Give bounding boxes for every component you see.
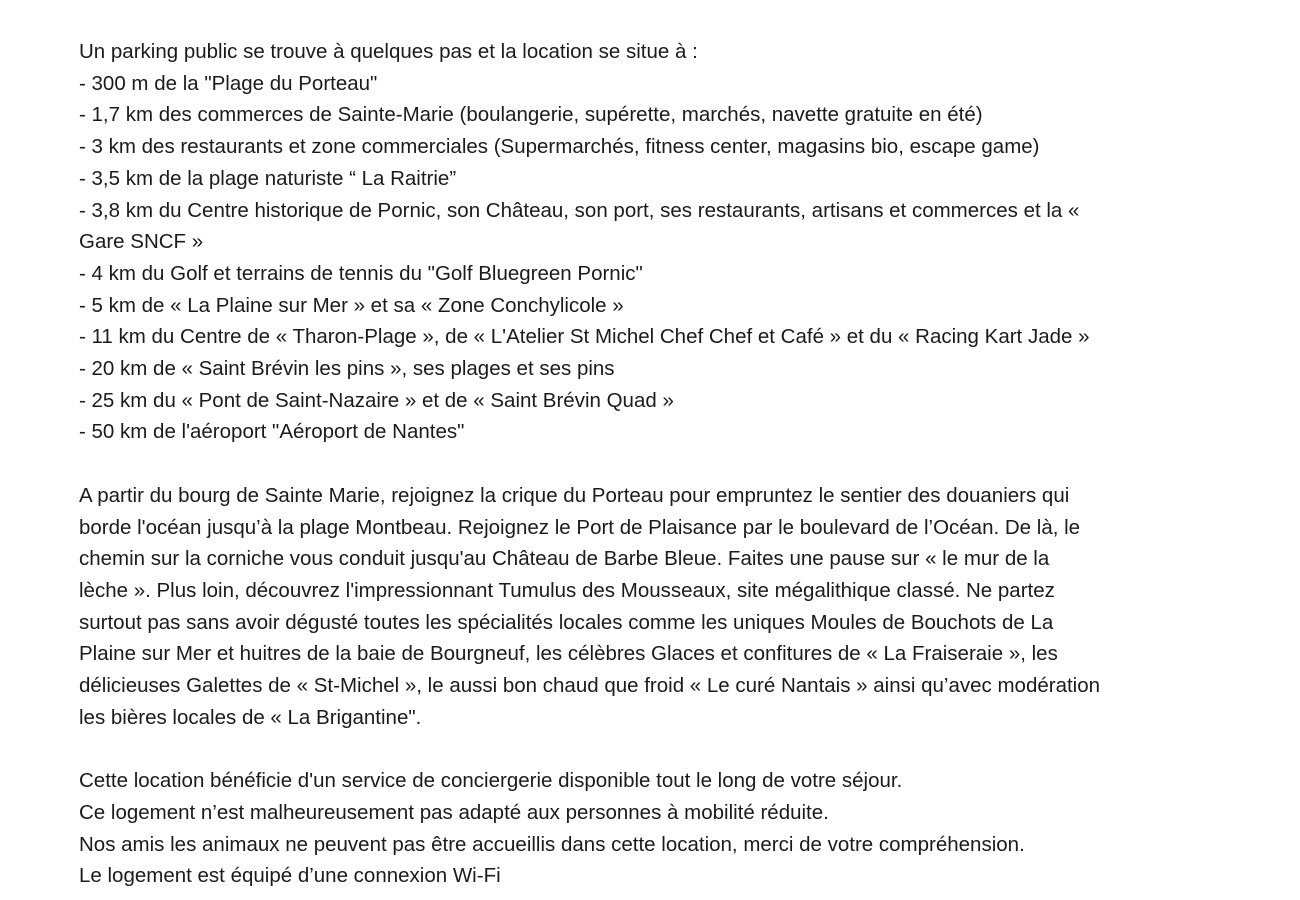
intro-line: Un parking public se trouve à quelques pas et la location se situe à : — [79, 40, 698, 63]
pets-info-line: Nos amis les animaux ne peuvent pas être accueillis dans cette location, merci de votre compréhension. — [79, 832, 1025, 856]
concierge-info-line: Cette location bénéficie d'un service de conciergerie disponible tout le long de votre séjour. — [79, 769, 903, 793]
wifi-info-line: Le logement est équipé d’une connexion Wi-Fi — [79, 864, 501, 888]
distance-item: - 50 km de l'aéroport "Aéroport de Nantes" — [79, 420, 465, 444]
paragraph-line: Plaine sur Mer et huitres de la baie de Bourgneuf, les célèbres Glaces et confitures de « La Fraiseraie », les — [79, 642, 1058, 666]
distance-item: - 3 km des restaurants et zone commerciales (Supermarchés, fitness center, magasins bio, escape game) — [79, 135, 1040, 159]
paragraph-line: délicieuses Galettes de « St-Michel », le aussi bon chaud que froid « Le curé Nantais » ainsi qu’avec modération — [79, 674, 1101, 698]
accessibility-info-line: Ce logement n’est malheureusement pas adapté aux personnes à mobilité réduite. — [79, 800, 829, 824]
paragraph-line: A partir du bourg de Sainte Marie, rejoignez la crique du Porteau pour empruntez le sentier des douaniers qui — [79, 483, 1070, 507]
distance-item: - 11 km du Centre de « Tharon-Plage », de « L'Atelier St Michel Chef Chef et Café » et du « Racing Kart Jade » — [79, 325, 1090, 349]
distance-item: - 5 km de « La Plaine sur Mer » et sa « Zone Conchylicole » — [79, 293, 624, 317]
paragraph-line: borde l'océan jusqu’à la plage Montbeau. Rejoignez le Port de Plaisance par le boulevard de l’Océan. De là, le — [79, 515, 1081, 539]
document-body — [79, 36, 1259, 892]
distance-item: - 25 km du « Pont de Saint-Nazaire » et de « Saint Brévin Quad » — [79, 388, 674, 412]
walk-description-paragraph — [79, 480, 1259, 734]
paragraph-line: les bières locales de « La Brigantine". — [79, 705, 422, 729]
distance-item: - 3,8 km du Centre historique de Pornic, son Château, son port, ses restaurants, artisans et commerces et la « — [79, 198, 1080, 222]
paragraph-line: chemin sur la corniche vous conduit jusqu'au Château de Barbe Bleue. Faites une pause sur « le mur de la — [79, 547, 1050, 571]
distance-item-continuation: Gare SNCF » — [79, 230, 204, 254]
paragraph-line: lèche ». Plus loin, découvrez l'impressionnant Tumulus des Mousseaux, site mégalithique classé. Ne partez — [79, 578, 1055, 602]
distance-item: - 4 km du Golf et terrains de tennis du "Golf Bluegreen Pornic" — [79, 261, 643, 285]
paragraph-line: surtout pas sans avoir dégusté toutes les spécialités locales comme les uniques Moules de Bouchots de La — [79, 610, 1054, 634]
distance-item: - 20 km de « Saint Brévin les pins », ses plages et ses pins — [79, 357, 615, 381]
distance-item: - 300 m de la "Plage du Porteau" — [79, 71, 378, 95]
services-info-block — [79, 765, 1259, 892]
location-distances-list — [79, 36, 1259, 448]
distance-item: - 1,7 km des commerces de Sainte-Marie (boulangerie, supérette, marchés, navette gratuite en été) — [79, 103, 983, 127]
distance-item: - 3,5 km de la plage naturiste “ La Raitrie” — [79, 166, 457, 190]
